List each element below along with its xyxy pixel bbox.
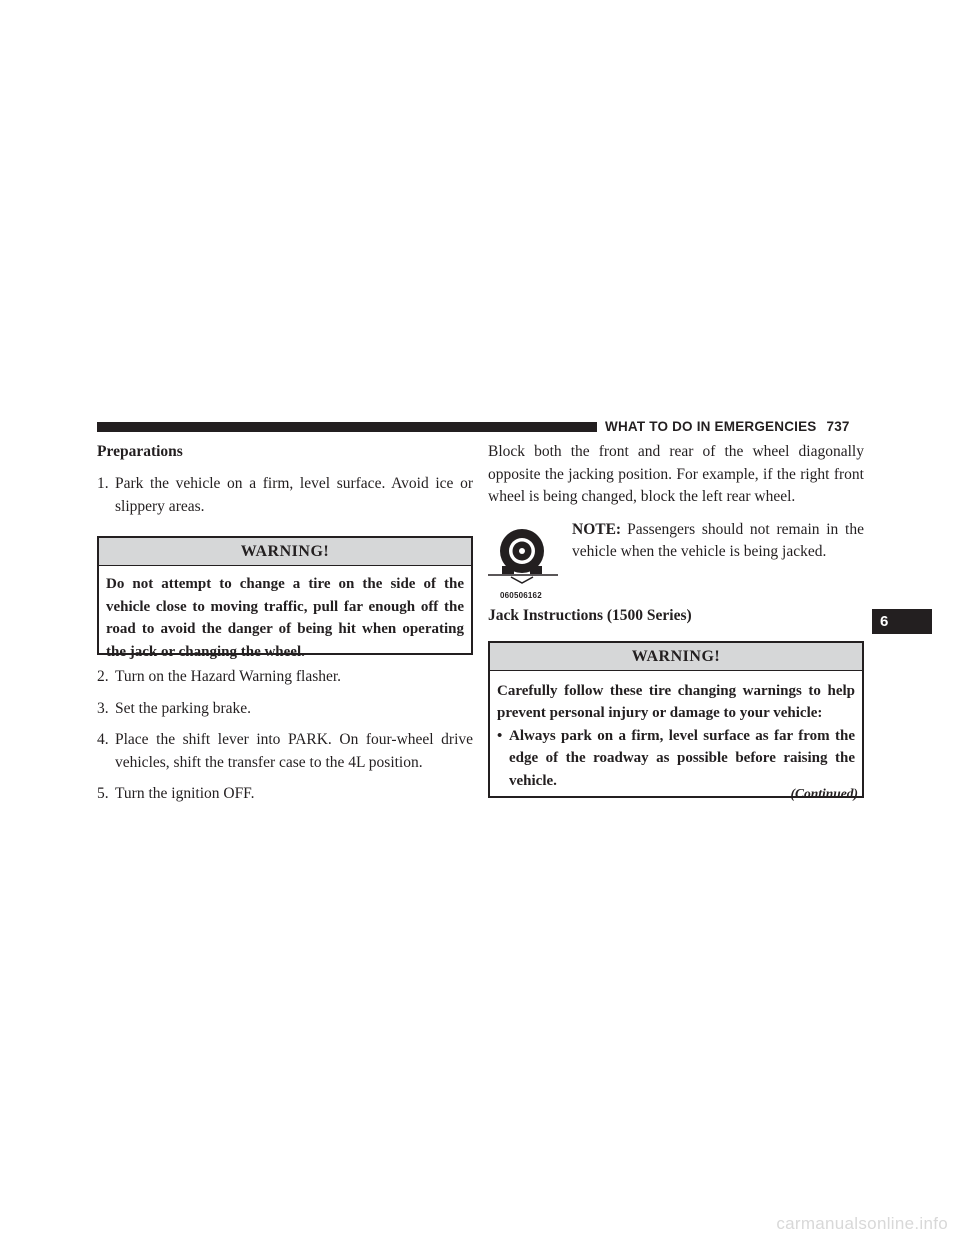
- header-rule: [97, 422, 597, 432]
- step-text: Set the parking brake.: [115, 699, 252, 717]
- warning-box-traffic: [97, 536, 473, 660]
- step-number: 2.: [97, 668, 109, 685]
- step-number: 1.: [97, 475, 109, 492]
- note-block: [488, 519, 864, 599]
- preparations-heading: Preparations: [97, 443, 183, 460]
- bullet-dot: •: [497, 727, 503, 744]
- note-body: Passengers should not remain in the vehicle when the vehicle is being jacked.: [572, 520, 864, 560]
- bullet-text: Always park on a firm, level surface as far from the edge of the roadway as possible before raising the vehicle.: [509, 727, 855, 789]
- step-text: Turn on the Hazard Warning flasher.: [115, 668, 342, 685]
- step-text: Park the vehicle on a firm, level surface. Avoid ice or slippery areas.: [115, 475, 473, 515]
- jack-instructions-heading: Jack Instructions (1500 Series): [488, 606, 692, 624]
- image-id: 060506162: [500, 590, 542, 600]
- step-number: 5.: [97, 785, 109, 802]
- step-text: Turn the ignition OFF.: [115, 785, 255, 802]
- step-number: 4.: [97, 731, 109, 748]
- step-3: [97, 698, 473, 721]
- step-text: Place the shift lever into PARK. On four-wheel drive vehicles, shift the transfer case to the 4L position.: [115, 731, 473, 771]
- warning-text: Do not attempt to change a tire on the side of the vehicle close to moving traffic, pull far enough off the road to avoid the danger of being hit when operating the jack or changing the wheel.: [106, 576, 464, 660]
- warning-box-jack: [488, 641, 864, 798]
- note-tire-illustration: [488, 519, 572, 599]
- continued-marker: (Continued): [790, 786, 858, 801]
- watermark: carmanualsonline.info: [776, 1214, 948, 1233]
- right-column: [488, 441, 864, 798]
- section-title: WHAT TO DO IN EMERGENCIES: [605, 419, 817, 434]
- step-number: 3.: [97, 699, 109, 717]
- running-header: [605, 417, 865, 437]
- left-column: [97, 441, 473, 806]
- block-wheel-paragraph: Block both the front and rear of the wheel diagonally opposite the jacking position. For example, if the right front wheel is being changed, block the left rear wheel.: [488, 443, 864, 505]
- section-tab: 6: [872, 609, 932, 634]
- warning-title: WARNING!: [490, 643, 862, 671]
- step-5: [97, 783, 473, 806]
- warning-intro: Carefully follow these tire changing warnings to help prevent personal injury or damage to your vehicle:: [497, 682, 855, 721]
- warning-bullet: [497, 725, 855, 793]
- note-label: NOTE:: [572, 520, 622, 538]
- step-2: [97, 666, 473, 689]
- step-4: [97, 729, 473, 774]
- warning-title: WARNING!: [99, 538, 471, 566]
- warning-body: [490, 671, 862, 799]
- note-text: [572, 519, 864, 599]
- step-1: [97, 473, 473, 518]
- page-number: 737: [826, 419, 850, 434]
